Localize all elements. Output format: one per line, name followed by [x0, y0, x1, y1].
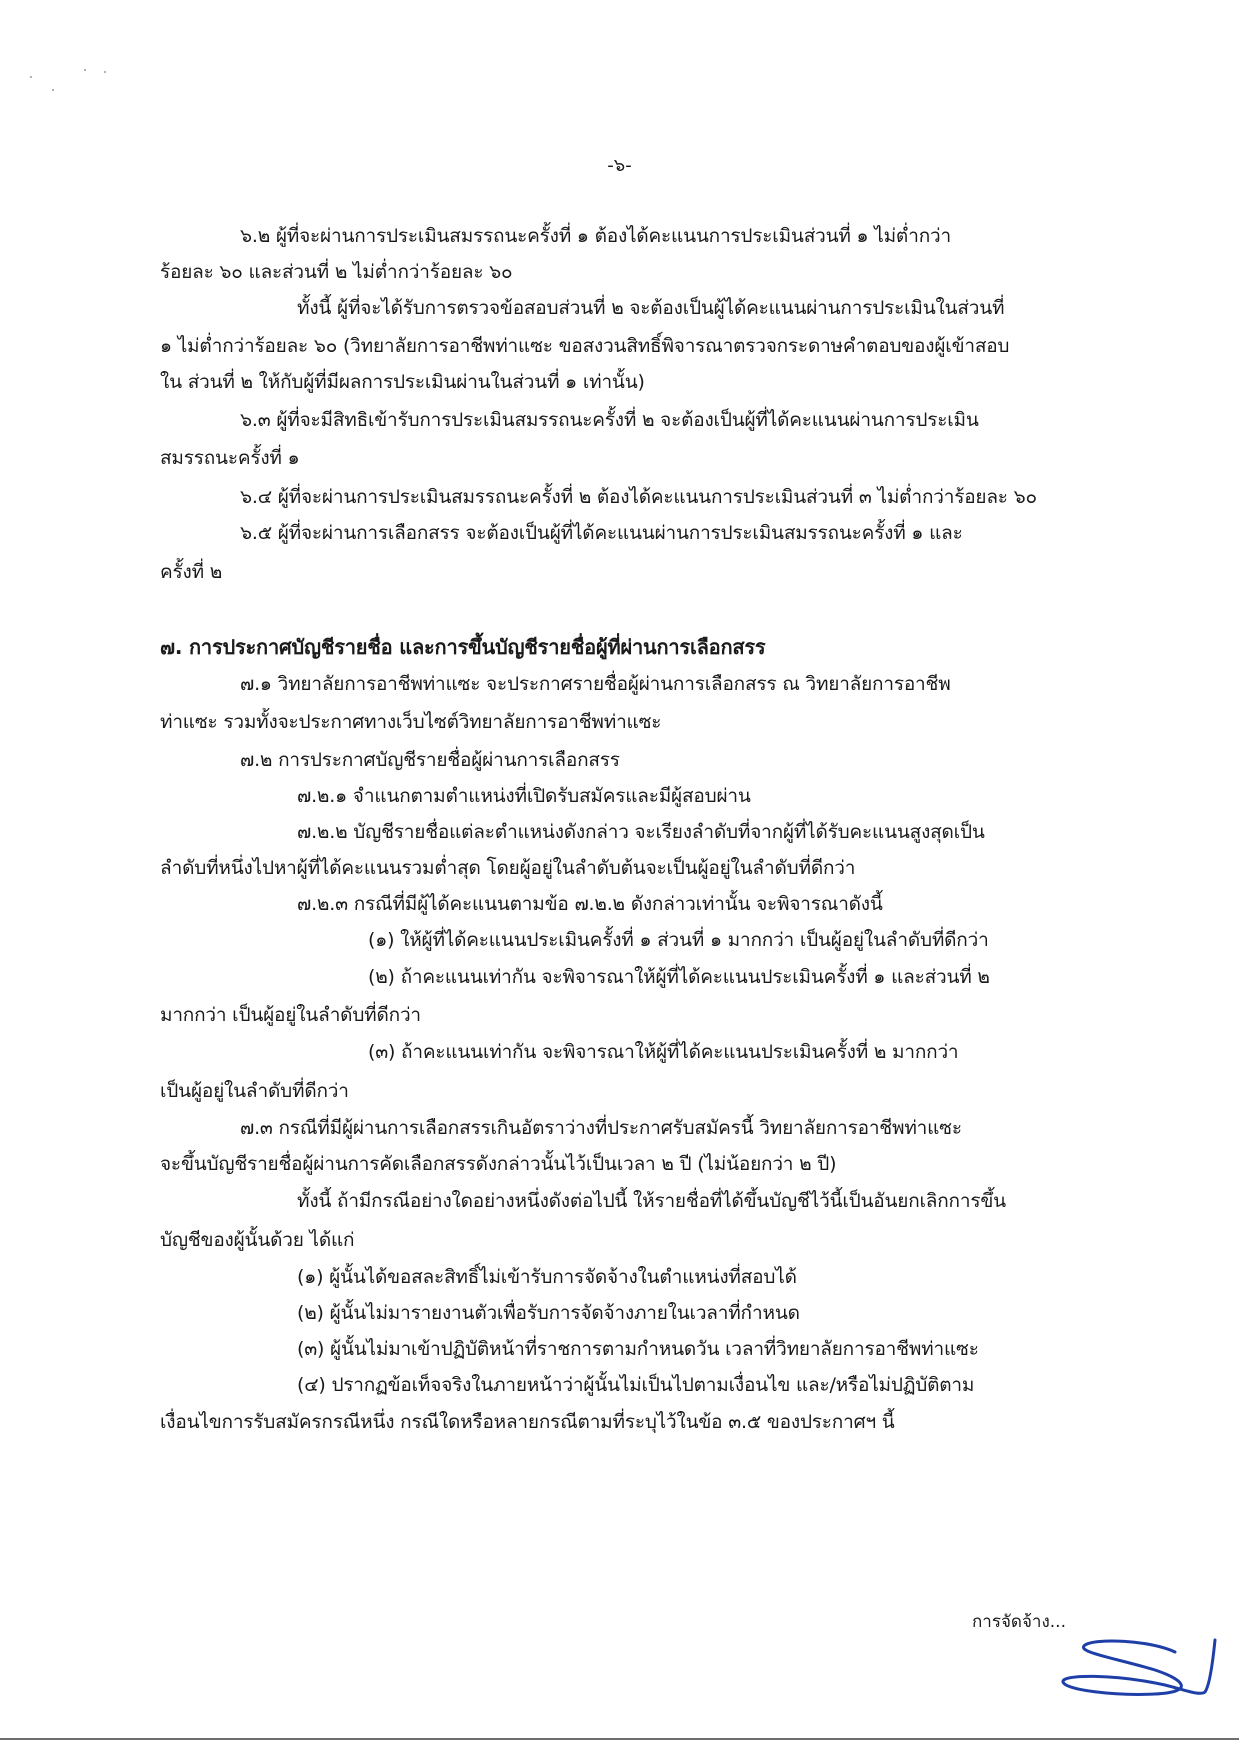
text-line: (๑) ให้ผู้ที่ได้คะแนนประเมินครั้งที่ ๑ ส่วนที่ ๑ มากกว่า เป็นผู้อยู่ในลำดับที่ดีกว่า: [368, 929, 989, 951]
scan-speck: [104, 71, 106, 73]
text-line: (๔) ปรากฏข้อเท็จจริงในภายหน้าว่าผู้นั้นไม่เป็นไปตามเงื่อนไข และ/หรือไม่ปฏิบัติตาม: [297, 1374, 975, 1396]
text-line: ๗.๒.๒ บัญชีรายชื่อแต่ละตำแหน่งดังกล่าว จะเรียงลำดับที่จากผู้ที่ได้รับคะแนนสูงสุดเป็น: [297, 821, 985, 843]
text-line: ๗.๒ การประกาศบัญชีรายชื่อผู้ผ่านการเลือกสรร: [240, 749, 620, 771]
text-line: ทั้งนี้ ผู้ที่จะได้รับการตรวจข้อสอบส่วนที่ ๒ จะต้องเป็นผู้ได้คะแนนผ่านการประเมินในส่วนที่: [297, 297, 1005, 319]
scan-speck: [84, 69, 86, 71]
page-number: -๖-: [607, 155, 632, 176]
text-line: จะขึ้นบัญชีรายชื่อผู้ผ่านการคัดเลือกสรรดังกล่าวนั้นไว้เป็นเวลา ๒ ปี (ไม่น้อยกว่า ๒ ปี): [160, 1153, 837, 1175]
text-line: ใน ส่วนที่ ๒ ให้กับผู้ที่มีผลการประเมินผ่านในส่วนที่ ๑ เท่านั้น): [160, 371, 645, 393]
text-line: ลำดับที่หนึ่งไปหาผู้ที่ได้คะแนนรวมต่ำสุด โดยผู้อยู่ในลำดับต้นจะเป็นผู้อยู่ในลำดับที่ดีกว่า: [160, 857, 856, 879]
continuation-text: การจัดจ้าง...: [972, 1612, 1066, 1632]
text-line: ๗.๑ วิทยาลัยการอาชีพท่าแซะ จะประกาศรายชื่อผู้ผ่านการเลือกสรร ณ วิทยาลัยการอาชีพ: [240, 673, 951, 695]
text-line: ๖.๔ ผู้ที่จะผ่านการประเมินสมรรถนะครั้งที่ ๒ ต้องได้คะแนนการประเมินส่วนที่ ๓ ไม่ต่ำกว่าร้อยละ ๖๐: [240, 486, 1037, 508]
text-line: ร้อยละ ๖๐ และส่วนที่ ๒ ไม่ต่ำกว่าร้อยละ ๖๐: [160, 261, 513, 283]
signature-icon: [1055, 1630, 1235, 1710]
text-line: เป็นผู้อยู่ในลำดับที่ดีกว่า: [160, 1080, 349, 1102]
text-line: (๒) ถ้าคะแนนเท่ากัน จะพิจารณาให้ผู้ที่ได้คะแนนประเมินครั้งที่ ๑ และส่วนที่ ๒: [368, 966, 990, 988]
scan-edge-line: [0, 1738, 1239, 1740]
text-line: ๗.๒.๑ จำแนกตามตำแหน่งที่เปิดรับสมัครและมีผู้สอบผ่าน: [297, 785, 751, 807]
text-line: (๑) ผู้นั้นได้ขอสละสิทธิ์ไม่เข้ารับการจัดจ้างในตำแหน่งที่สอบได้: [297, 1266, 797, 1288]
text-line: เงื่อนไขการรับสมัครกรณีหนึ่ง กรณีใดหรือหลายกรณีตามที่ระบุไว้ในข้อ ๓.๕ ของประกาศฯ นี้: [160, 1411, 895, 1433]
text-line: บัญชีของผู้นั้นด้วย ได้แก่: [160, 1229, 355, 1251]
text-line: ครั้งที่ ๒: [160, 561, 223, 583]
scan-speck: [52, 89, 54, 91]
text-line: ๖.๒ ผู้ที่จะผ่านการประเมินสมรรถนะครั้งที่ ๑ ต้องได้คะแนนการประเมินส่วนที่ ๑ ไม่ต่ำกว่า: [240, 225, 951, 247]
scan-speck: [30, 76, 32, 78]
text-line: ๖.๕ ผู้ที่จะผ่านการเลือกสรร จะต้องเป็นผู้ที่ได้คะแนนผ่านการประเมินสมรรถนะครั้งที่ ๑ และ: [240, 522, 963, 544]
text-line: (๒) ผู้นั้นไม่มารายงานตัวเพื่อรับการจัดจ้างภายในเวลาที่กำหนด: [297, 1302, 800, 1324]
text-line: (๓) ถ้าคะแนนเท่ากัน จะพิจารณาให้ผู้ที่ได้คะแนนประเมินครั้งที่ ๒ มากกว่า: [368, 1041, 959, 1063]
text-line: ทั้งนี้ ถ้ามีกรณีอย่างใดอย่างหนึ่งดังต่อไปนี้ ให้รายชื่อที่ได้ขึ้นบัญชีไว้นี้เป็นอันยกเลิกการขึ้น: [297, 1190, 1006, 1212]
text-line: ๗.๓ กรณีที่มีผู้ผ่านการเลือกสรรเกินอัตราว่างที่ประกาศรับสมัครนี้ วิทยาลัยการอาชีพท่าแซะ: [240, 1117, 962, 1139]
text-line: ท่าแซะ รวมทั้งจะประกาศทางเว็บไซต์วิทยาลัยการอาชีพท่าแซะ: [160, 711, 662, 733]
text-line: มากกว่า เป็นผู้อยู่ในลำดับที่ดีกว่า: [160, 1004, 421, 1026]
text-line: ๗.๒.๓ กรณีที่มีผู้ได้คะแนนตามข้อ ๗.๒.๒ ดังกล่าวเท่านั้น จะพิจารณาดังนี้: [297, 893, 883, 915]
text-line: สมรรถนะครั้งที่ ๑: [160, 447, 300, 469]
text-line: ๖.๓ ผู้ที่จะมีสิทธิเข้ารับการประเมินสมรรถนะครั้งที่ ๒ จะต้องเป็นผู้ที่ได้คะแนนผ่านการประเมิน: [240, 409, 979, 431]
section-heading: ๗. การประกาศบัญชีรายชื่อ และการขึ้นบัญชีรายชื่อผู้ที่ผ่านการเลือกสรร: [160, 635, 766, 659]
text-line: ๑ ไม่ต่ำกว่าร้อยละ ๖๐ (วิทยาลัยการอาชีพท่าแซะ ขอสงวนสิทธิ์พิจารณาตรวจกระดาษคำตอบของผู้เข้าสอบ: [160, 335, 1010, 357]
text-line: (๓) ผู้นั้นไม่มาเข้าปฏิบัติหน้าที่ราชการตามกำหนดวัน เวลาที่วิทยาลัยการอาชีพท่าแซะ: [297, 1338, 979, 1360]
